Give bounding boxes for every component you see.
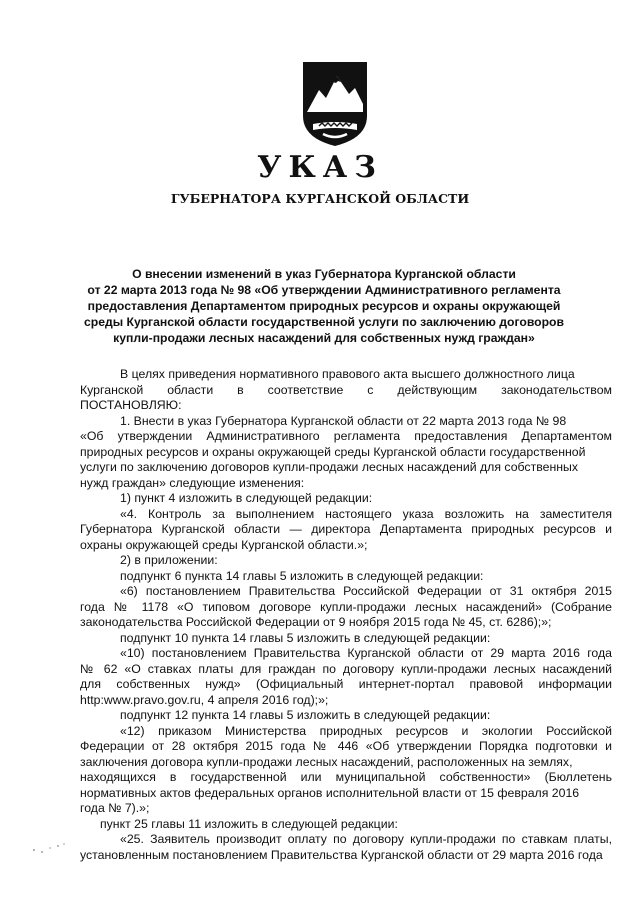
body-line: нормативных актов федеральных органов исполнительной власти от 15 февраля 2016 <box>80 785 580 800</box>
body-line: законодательства Российской Федерации от 9 ноября 2015 года № 45, ст. 6286);»; <box>80 615 552 629</box>
body-line: для собственных нужд» (Официальный интернет-портал правовой информации <box>80 677 612 691</box>
body-line: http:www.pravo.gov.ru, 4 апреля 2016 год);»; <box>80 692 329 707</box>
body-line: услуги по заключению договоров купли-продажи лесных насаждений для собственных <box>80 460 579 474</box>
body-line: года № 1178 «О типовом договоре купли-продажи лесных насаждений» (Собрание <box>80 599 612 614</box>
coat-of-arms-emblem <box>299 60 371 148</box>
body-line: «10) постановлением Правительства Курганской области от 29 марта 2016 года <box>120 646 612 660</box>
body-line: Федерации от 28 октября 2015 года № 446 «Об утверждении Порядка подготовки и <box>80 739 612 753</box>
body-line: Губернатора Курганской области — директора Департамента природных ресурсов и <box>80 522 612 536</box>
body-line: № 62 «О ставках платы для граждан по договору купли-продажи лесных насаждений <box>80 661 612 676</box>
body-line: охраны окружающей среды Курганской области.»; <box>80 537 368 552</box>
title-line: предоставления Департаментом природных ресурсов и охраны окружающей <box>87 299 561 313</box>
body-line: «Об утверждении Административного регламента предоставления Департаментом <box>80 429 612 443</box>
body-line: ПОСТАНОВЛЯЮ: <box>80 398 182 412</box>
body-line: 1. Внести в указ Губернатора Курганской области от 22 марта 2013 года № 98 <box>120 413 567 428</box>
body-line: года № 7).»; <box>80 801 150 815</box>
body-line: «12) приказом Министерства природных ресурсов и экологии Российской <box>120 723 612 738</box>
body-line: Курганской области в соответствие с действующим законодательством <box>80 382 612 397</box>
body-line: 2) в приложении: <box>120 553 218 567</box>
document-type-heading: УКАЗ <box>257 150 383 185</box>
body-line: установленным постановлением Правительства Курганской области от 29 марта 2016 года <box>80 847 603 862</box>
body-line: подпункт 6 пункта 14 главы 5 изложить в следующей редакции: <box>120 568 484 583</box>
body-line: подпункт 10 пункта 14 главы 5 изложить в следующей редакции: <box>120 630 491 645</box>
body-line: «6) постановлением Правительства Российской Федерации от 31 октября 2015 <box>120 584 612 598</box>
body-line: 1) пункт 4 изложить в следующей редакции: <box>120 491 373 505</box>
title-line: среды Курганской области государственной услуги по заключению договоров <box>84 315 564 329</box>
body-line: заключения договора купли-продажи лесных насаждений, расположенных на землях, <box>80 754 573 769</box>
body-line: «4. Контроль за выполнением настоящего указа возложить на заместителя <box>120 506 612 521</box>
body-line: В целях приведения нормативного правового акта высшего должностного лица <box>120 367 575 381</box>
body-line: нужд граждан» следующие изменения: <box>80 475 305 490</box>
coat-of-arms-icon <box>299 60 371 148</box>
body-line: природных ресурсов и охраны окружающей среды Курганской области государственной <box>80 444 586 459</box>
body-line: находящихся в государственной или муниципальной собственности» (Бюллетень <box>80 770 612 784</box>
issuer-heading: ГУБЕРНАТОРА КУРГАНСКОЙ ОБЛАСТИ <box>170 191 470 206</box>
body-line: «25. Заявитель производит оплату по договору купли-продажи по ставкам платы, <box>120 832 612 846</box>
document-body <box>80 367 612 863</box>
body-line: пункт 25 главы 11 изложить в следующей редакции: <box>100 816 398 831</box>
title-line: купли-продажи лесных насаждений для собственных нужд граждан» <box>113 331 535 345</box>
scan-speckles <box>30 838 70 860</box>
document-title <box>66 266 582 346</box>
title-line: О внесении изменений в указ Губернатора Курганской области <box>132 267 516 281</box>
title-line: от 22 марта 2013 года № 98 «Об утверждении Административного регламента <box>87 283 561 297</box>
body-line: подпункт 12 пункта 14 главы 5 изложить в следующей редакции: <box>120 708 491 722</box>
